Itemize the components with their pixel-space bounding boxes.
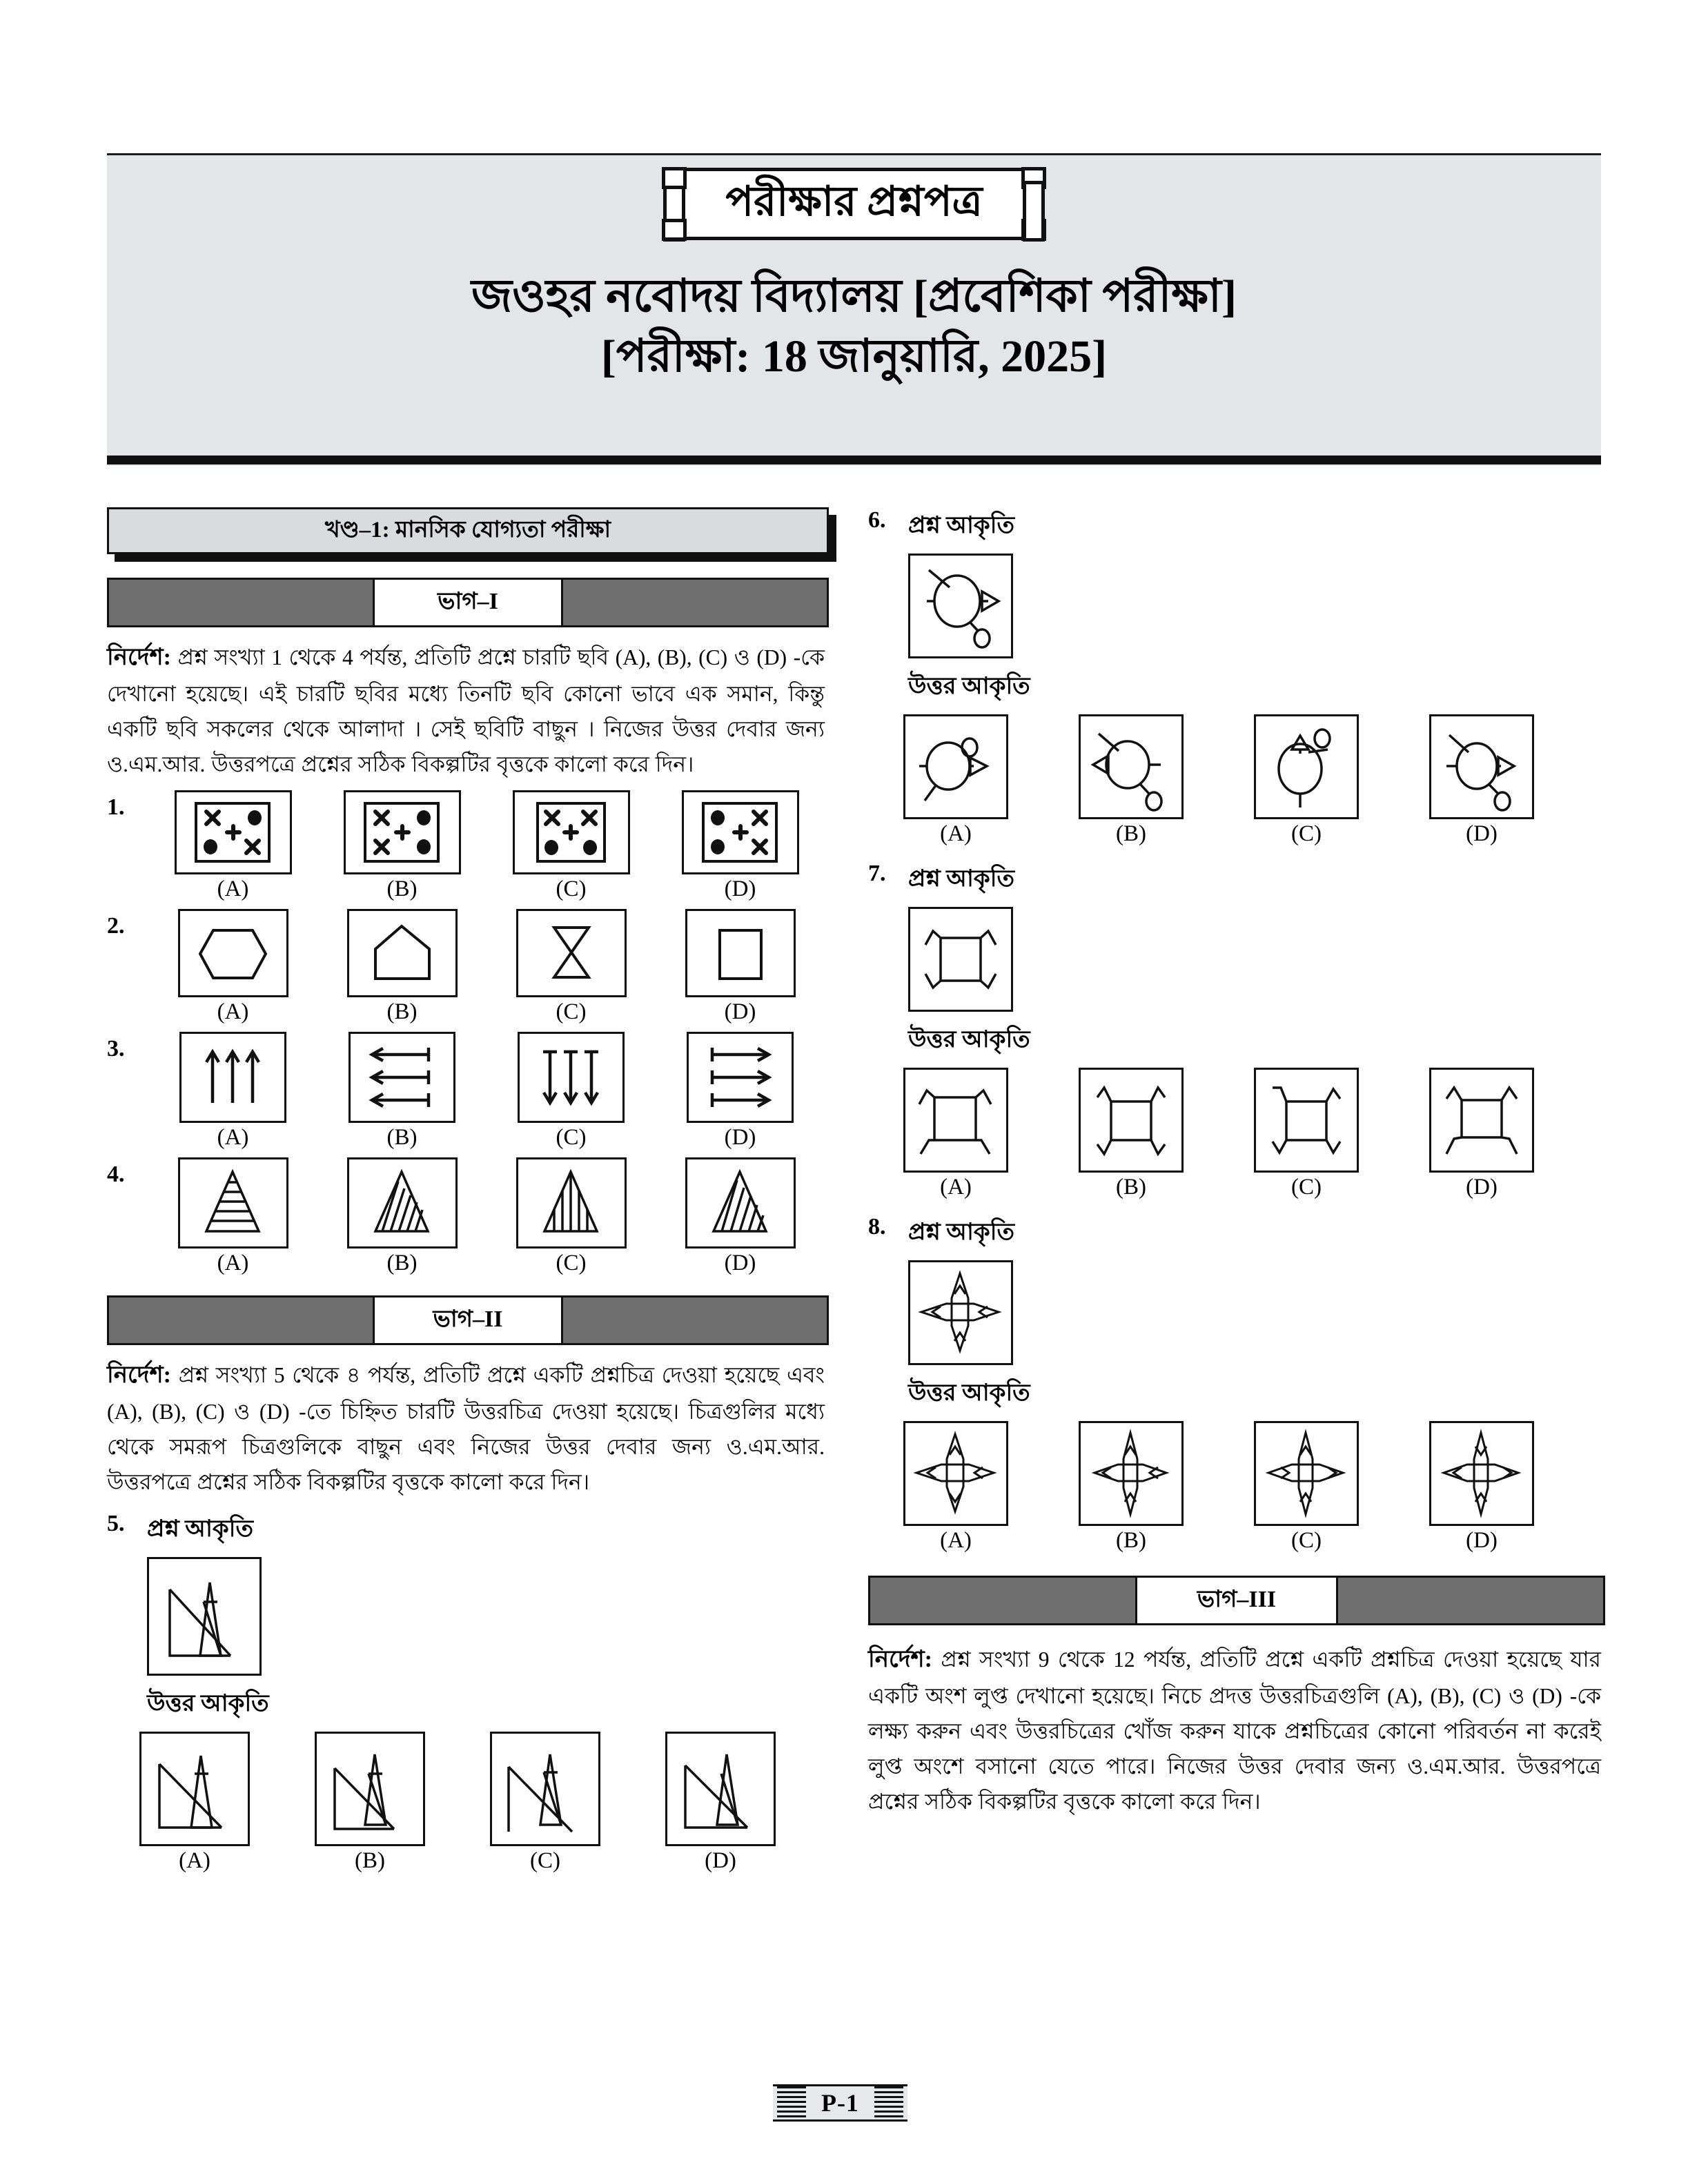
figure-3b (349, 1032, 455, 1123)
option-cell[interactable] (1219, 1421, 1394, 1552)
instruction-text: প্রশ্ন সংখ্যা 1 থেকে 4 পর্যন্ত, প্রতিটি প্রশ্নে চারটি ছবি (A), (B), (C) ও (D) -কে দেখানো হয়েছে। এই চারটি ছবির মধ্যে তিনটি ছবি কোনো ভাবে এক সমান, কিন্তু একটি ছবি সকলের থেকে আলাদা । সেই ছবিটি বাছুন । নিজের উত্তর দেবার জন্য ও.এম.আর. উত্তরপত্রে প্রশ্নের সঠিক বিকল্পটির বৃত্তকে কালো করে দিন। (107, 645, 825, 777)
option-label-a: (A) (179, 1848, 210, 1874)
option-label-b: (B) (1116, 1528, 1146, 1553)
left-column (107, 507, 838, 1872)
figure-1c (513, 790, 630, 874)
option-cell[interactable] (1043, 1068, 1219, 1199)
option-label-b: (B) (1116, 821, 1146, 846)
figure-7b (1079, 1068, 1184, 1173)
question-2-options (148, 909, 838, 1024)
option-label-d: (D) (724, 999, 756, 1025)
question-8-figure-wrap (908, 1260, 1601, 1365)
figure-4d (685, 1157, 796, 1248)
part-1-bar (107, 578, 829, 627)
question-1-number: 1. (107, 794, 125, 821)
figure-5b (315, 1732, 425, 1846)
option-cell[interactable] (656, 790, 825, 901)
question-6-figure-wrap (908, 554, 1601, 658)
option-cell[interactable] (868, 714, 1043, 845)
figure-2c (516, 909, 627, 997)
figure-6a (903, 714, 1008, 819)
question-8-options (868, 1421, 1601, 1552)
option-cell[interactable] (487, 1032, 656, 1149)
option-label-a: (A) (217, 1125, 249, 1150)
answer-figure-label: উত্তর আকৃতি (908, 1380, 1030, 1406)
figure-3d (687, 1032, 794, 1123)
question-figure-label: প্রশ্ন আকৃতি (908, 866, 1014, 892)
stripe-decoration-icon (777, 2086, 806, 2119)
question-4-number: 4. (107, 1162, 125, 1188)
page-header (107, 155, 1601, 466)
bar-segment-left (870, 1578, 1135, 1623)
question-2 (107, 909, 838, 1024)
option-cell[interactable] (458, 1732, 633, 1872)
question-figure-label: প্রশ্ন আকৃতি (147, 1516, 253, 1543)
question-figure-label: প্রশ্ন আকৃতি (908, 1220, 1014, 1245)
question-5-figure-wrap (147, 1557, 838, 1676)
instruction-text: প্রশ্ন সংখ্যা 5 থেকে ৪ পর্যন্ত, প্রতিটি প্রশ্নে একটি প্রশ্নচিত্র দেওয়া হয়েছে এবং (A), (B), (C) ও (D) -তে চিহ্নিত চারটি উত্তরচিত্র দেওয়া হয়েছে। চিত্রগুলির মধ্যে থেকে সমরূপ চিত্রগুলিকে বাছুন এবং নিজের উত্তর দেবার জন্য ও.এম.আর. উত্তরপত্রে প্রশ্নের সঠিক বিকল্পটির বৃত্তকে কালো করে দিন। (107, 1363, 825, 1495)
option-cell[interactable] (1043, 1421, 1219, 1552)
title-badge-wrap (107, 168, 1601, 240)
question-1 (107, 790, 838, 901)
option-cell[interactable] (1394, 1421, 1569, 1552)
figure-1b (344, 790, 461, 874)
badge-notch-icon (662, 167, 687, 189)
part-3-instructions (868, 1641, 1601, 1819)
title-badge (682, 168, 1025, 240)
bar-segment-right (563, 580, 827, 625)
badge-notch-icon (662, 219, 687, 241)
figure-6b (1079, 714, 1184, 819)
option-label-c: (C) (556, 877, 587, 902)
instruction-prefix: নির্দেশ: (107, 645, 171, 670)
option-label-b: (B) (386, 999, 418, 1025)
figure-5d (665, 1732, 776, 1846)
figure-7-question (908, 907, 1013, 1012)
option-label-c: (C) (530, 1848, 560, 1874)
option-cell[interactable] (868, 1068, 1043, 1199)
option-label-c: (C) (556, 1125, 587, 1150)
option-cell[interactable] (868, 1421, 1043, 1552)
figure-2a (178, 909, 288, 997)
stripe-decoration-icon (874, 2086, 903, 2119)
answer-figure-label: উত্তর আকৃতি (908, 674, 1030, 699)
question-3-options (148, 1032, 838, 1149)
bar-segment-left (109, 580, 373, 625)
option-cell[interactable] (317, 1157, 487, 1275)
figure-8-question (908, 1260, 1013, 1365)
bar-segment-right (1338, 1578, 1603, 1623)
question-3 (107, 1032, 838, 1149)
figure-7d (1429, 1068, 1534, 1173)
page-footer (773, 2084, 907, 2122)
part-2-label: ভাগ–II (373, 1297, 563, 1343)
option-label-a: (A) (940, 1175, 972, 1199)
option-cell[interactable] (317, 909, 487, 1024)
option-cell[interactable] (1219, 1068, 1394, 1199)
option-label-b: (B) (386, 1125, 418, 1150)
option-label-b: (B) (1116, 1175, 1146, 1199)
question-7-header (868, 861, 1601, 900)
option-label-d: (D) (1466, 1528, 1498, 1553)
figure-5-question (147, 1557, 262, 1676)
option-label-c: (C) (1291, 821, 1322, 846)
question-6-number: 6. (868, 507, 886, 533)
school-name: জওহর নবোদয় বিদ্যালয় [প্রবেশিকা পরীক্ষা] (471, 271, 1237, 322)
option-cell[interactable] (282, 1732, 458, 1872)
badge-title-text: পরীক্ষার প্রশ্নপত্র (725, 179, 983, 224)
option-cell[interactable] (107, 1732, 282, 1872)
option-cell[interactable] (148, 1157, 317, 1275)
question-figure-label: প্রশ্ন আকৃতি (908, 513, 1014, 538)
exam-date-line: [পরীক্ষা: 18 জানুয়ারি, 2025] (600, 331, 1108, 382)
badge-notch-icon (1021, 219, 1046, 241)
khanda-header (107, 507, 829, 554)
question-2-number: 2. (107, 913, 125, 939)
option-cell[interactable] (148, 909, 317, 1024)
figure-2b (347, 909, 458, 997)
page-number-text: P-1 (821, 2089, 859, 2117)
option-cell[interactable] (487, 1157, 656, 1275)
option-label-c: (C) (1291, 1175, 1322, 1199)
option-cell[interactable] (148, 790, 317, 901)
figure-8a (903, 1421, 1008, 1526)
option-label-b: (B) (386, 1251, 418, 1276)
option-cell[interactable] (1394, 1068, 1569, 1199)
right-column (868, 507, 1601, 1826)
option-cell[interactable] (656, 909, 825, 1024)
figure-6d (1429, 714, 1534, 819)
option-label-a: (A) (217, 877, 249, 902)
instruction-prefix: নির্দেশ: (107, 1362, 171, 1389)
part-1-label: ভাগ–I (373, 580, 563, 625)
option-cell[interactable] (1219, 714, 1394, 845)
question-4 (107, 1157, 838, 1275)
option-cell[interactable] (656, 1157, 825, 1275)
figure-4b (347, 1157, 458, 1248)
bar-segment-left (109, 1297, 373, 1343)
option-label-d: (D) (1466, 1175, 1498, 1199)
answer-figure-label: উত্তর আকৃতি (147, 1691, 269, 1717)
header-bottom-rule (107, 456, 1601, 464)
part-3-label: ভাগ–III (1135, 1578, 1338, 1623)
instruction-prefix: নির্দেশ: (868, 1647, 932, 1672)
figure-5c (490, 1732, 600, 1846)
question-5-header (107, 1511, 838, 1550)
answer-figure-label: উত্তর আকৃতি (908, 1027, 1030, 1052)
option-label-d: (D) (724, 1251, 756, 1276)
figure-2d (685, 909, 796, 997)
option-label-a: (A) (940, 821, 972, 846)
option-label-c: (C) (556, 1251, 587, 1276)
option-cell[interactable] (633, 1732, 808, 1872)
part-2-instructions (107, 1356, 825, 1500)
figure-6c (1254, 714, 1359, 819)
question-4-options (148, 1157, 838, 1275)
figure-1d (682, 790, 799, 874)
question-6-header (868, 507, 1601, 547)
instruction-text: প্রশ্ন সংখ্যা 9 থেকে 12 পর্যন্ত, প্রতিটি প্রশ্নে একটি প্রশ্নচিত্র দেওয়া হয়েছে যার একটি অংশ লুপ্ত দেখানো হয়েছে। নিচে প্রদত্ত উত্তরচিত্রগুলি (A), (B), (C) ও (D) -কে লক্ষ্য করুন এবং উত্তরচিত্রের খোঁজ করুন যাকে প্রশ্নচিত্রের কোনো পরিবর্তন না করেই লুপ্ত অংশে বসানো যেতে পারে। নিজের উত্তর দেবার জন্য ও.এম.আর. উত্তরপত্রে প্রশ্নের সঠিক বিকল্পটির বৃত্তকে কালো করে দিন। (868, 1647, 1601, 1814)
option-label-b: (B) (386, 877, 418, 902)
option-label-d: (D) (724, 877, 756, 902)
option-cell[interactable] (1043, 714, 1219, 845)
question-6-options (868, 714, 1601, 845)
option-label-a: (A) (940, 1528, 972, 1553)
part-3-bar (868, 1576, 1605, 1625)
option-label-c: (C) (1291, 1528, 1322, 1553)
option-cell[interactable] (656, 1032, 825, 1149)
figure-6-question (908, 554, 1013, 658)
option-label-b: (B) (355, 1848, 385, 1874)
option-cell[interactable] (317, 790, 487, 901)
figure-7a (903, 1068, 1008, 1173)
badge-notch-icon (1021, 167, 1046, 189)
khanda-label: খণ্ড–1: মানসিক যোগ্যতা পরীক্ষা (324, 518, 611, 542)
option-label-d: (D) (705, 1848, 736, 1874)
option-cell[interactable] (148, 1032, 317, 1149)
page-number-badge (773, 2084, 907, 2122)
figure-4c (516, 1157, 627, 1248)
question-1-options (148, 790, 838, 901)
bar-segment-right (563, 1297, 827, 1343)
question-7-options (868, 1068, 1601, 1199)
figure-8d (1429, 1421, 1534, 1526)
option-cell[interactable] (1394, 714, 1569, 845)
part-2-bar (107, 1295, 829, 1345)
option-label-d: (D) (1466, 821, 1498, 846)
part-1-instructions (107, 638, 825, 782)
option-cell[interactable] (487, 909, 656, 1024)
option-label-a: (A) (217, 999, 249, 1025)
figure-1a (175, 790, 292, 874)
option-label-c: (C) (556, 999, 587, 1025)
option-cell[interactable] (317, 1032, 487, 1149)
question-5-number: 5. (107, 1511, 125, 1537)
question-7-figure-wrap (908, 907, 1601, 1012)
figure-3c (518, 1032, 625, 1123)
figure-8c (1254, 1421, 1359, 1526)
option-label-a: (A) (217, 1251, 249, 1276)
figure-8b (1079, 1421, 1184, 1526)
option-label-d: (D) (724, 1125, 756, 1150)
figure-3a (179, 1032, 286, 1123)
question-5-options (107, 1732, 838, 1872)
option-cell[interactable] (487, 790, 656, 901)
figure-5a (139, 1732, 250, 1846)
question-7-number: 7. (868, 861, 886, 886)
question-8-header (868, 1214, 1601, 1253)
question-8-number: 8. (868, 1214, 886, 1240)
figure-7c (1254, 1068, 1359, 1173)
figure-4a (178, 1157, 288, 1248)
question-3-number: 3. (107, 1036, 125, 1062)
